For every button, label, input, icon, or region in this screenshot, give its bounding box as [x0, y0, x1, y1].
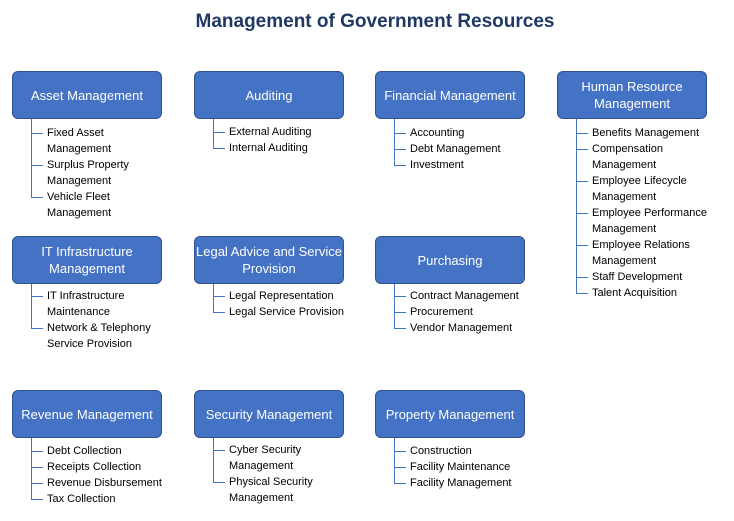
- sub-item: Legal Service Provision: [229, 306, 344, 318]
- category-box: Property Management: [375, 390, 525, 438]
- connector-tick: [576, 133, 588, 134]
- category-box: Security Management: [194, 390, 344, 438]
- connector-tick: [31, 197, 43, 198]
- connector-tick: [31, 467, 43, 468]
- connector-line: [213, 284, 214, 313]
- connector-line: [394, 119, 395, 166]
- connector-tick: [576, 245, 588, 246]
- sub-item: Staff Development: [592, 271, 683, 283]
- connector-tick: [394, 296, 406, 297]
- connector-tick: [31, 483, 43, 484]
- connector-tick: [576, 213, 588, 214]
- category-box: Asset Management: [12, 71, 162, 119]
- connector-tick: [394, 133, 406, 134]
- category-box: Purchasing: [375, 236, 525, 284]
- sub-item: Construction: [410, 445, 472, 457]
- connector-tick: [394, 149, 406, 150]
- sub-item: Debt Collection: [47, 445, 122, 457]
- category-box: Financial Management: [375, 71, 525, 119]
- sub-item: Benefits Management: [592, 127, 700, 139]
- connector-tick: [576, 277, 588, 278]
- connector-tick: [213, 296, 225, 297]
- sub-item: Compensation Management: [592, 143, 663, 171]
- sub-item: Network & Telephony Service Provision: [47, 322, 151, 350]
- sub-item: Surplus Property Management: [47, 159, 129, 187]
- sub-item: Debt Management: [410, 143, 501, 155]
- sub-item: IT Infrastructure Maintenance: [47, 290, 125, 318]
- connector-tick: [213, 132, 225, 133]
- sub-item: Vehicle Fleet Management: [47, 191, 112, 219]
- connector-tick: [394, 328, 406, 329]
- connector-tick: [213, 482, 225, 483]
- connector-tick: [394, 483, 406, 484]
- connector-line: [394, 438, 395, 484]
- sub-item: External Auditing: [229, 126, 312, 138]
- sub-item: Facility Maintenance: [410, 461, 511, 473]
- connector-line: [31, 438, 32, 500]
- connector-tick: [31, 165, 43, 166]
- connector-tick: [31, 133, 43, 134]
- connector-tick: [576, 149, 588, 150]
- connector-tick: [213, 312, 225, 313]
- sub-item: Employee Relations Management: [592, 239, 690, 267]
- diagram-title: Management of Government Resources: [195, 11, 555, 32]
- sub-item: Legal Representation: [229, 290, 334, 302]
- connector-line: [31, 284, 32, 329]
- sub-item: Employee Performance Management: [592, 207, 707, 235]
- connector-tick: [576, 181, 588, 182]
- sub-item: Tax Collection: [47, 493, 116, 505]
- sub-item: Procurement: [410, 306, 473, 318]
- sub-item: Revenue Disbursement: [47, 477, 162, 489]
- connector-tick: [31, 328, 43, 329]
- connector-line: [213, 119, 214, 149]
- sub-item: Contract Management: [410, 290, 519, 302]
- category-box: Human Resource Management: [557, 71, 707, 119]
- connector-tick: [213, 148, 225, 149]
- connector-tick: [31, 499, 43, 500]
- connector-line: [213, 438, 214, 483]
- connector-tick: [394, 467, 406, 468]
- connector-tick: [394, 451, 406, 452]
- sub-item: Fixed Asset Management: [47, 127, 112, 155]
- category-box: IT Infrastructure Management: [12, 236, 162, 284]
- sub-item: Receipts Collection: [47, 461, 142, 473]
- connector-line: [576, 119, 577, 294]
- connector-tick: [31, 296, 43, 297]
- connector-tick: [576, 293, 588, 294]
- sub-item: Facility Management: [410, 477, 512, 489]
- category-box: Legal Advice and Service Provision: [194, 236, 344, 284]
- connector-tick: [394, 165, 406, 166]
- sub-item: Investment: [410, 159, 464, 171]
- connector-tick: [394, 312, 406, 313]
- category-box: Revenue Management: [12, 390, 162, 438]
- sub-item: Physical Security Management: [229, 476, 313, 504]
- sub-item: Vendor Management: [410, 322, 513, 334]
- sub-item: Internal Auditing: [229, 142, 308, 154]
- sub-item: Accounting: [410, 127, 465, 139]
- connector-tick: [213, 450, 225, 451]
- category-box: Auditing: [194, 71, 344, 119]
- connector-line: [31, 119, 32, 198]
- connector-tick: [31, 451, 43, 452]
- sub-item: Talent Acquisition: [592, 287, 677, 299]
- sub-item: Cyber Security Management: [229, 444, 302, 472]
- sub-item: Employee Lifecycle Management: [592, 175, 687, 203]
- connector-line: [394, 284, 395, 329]
